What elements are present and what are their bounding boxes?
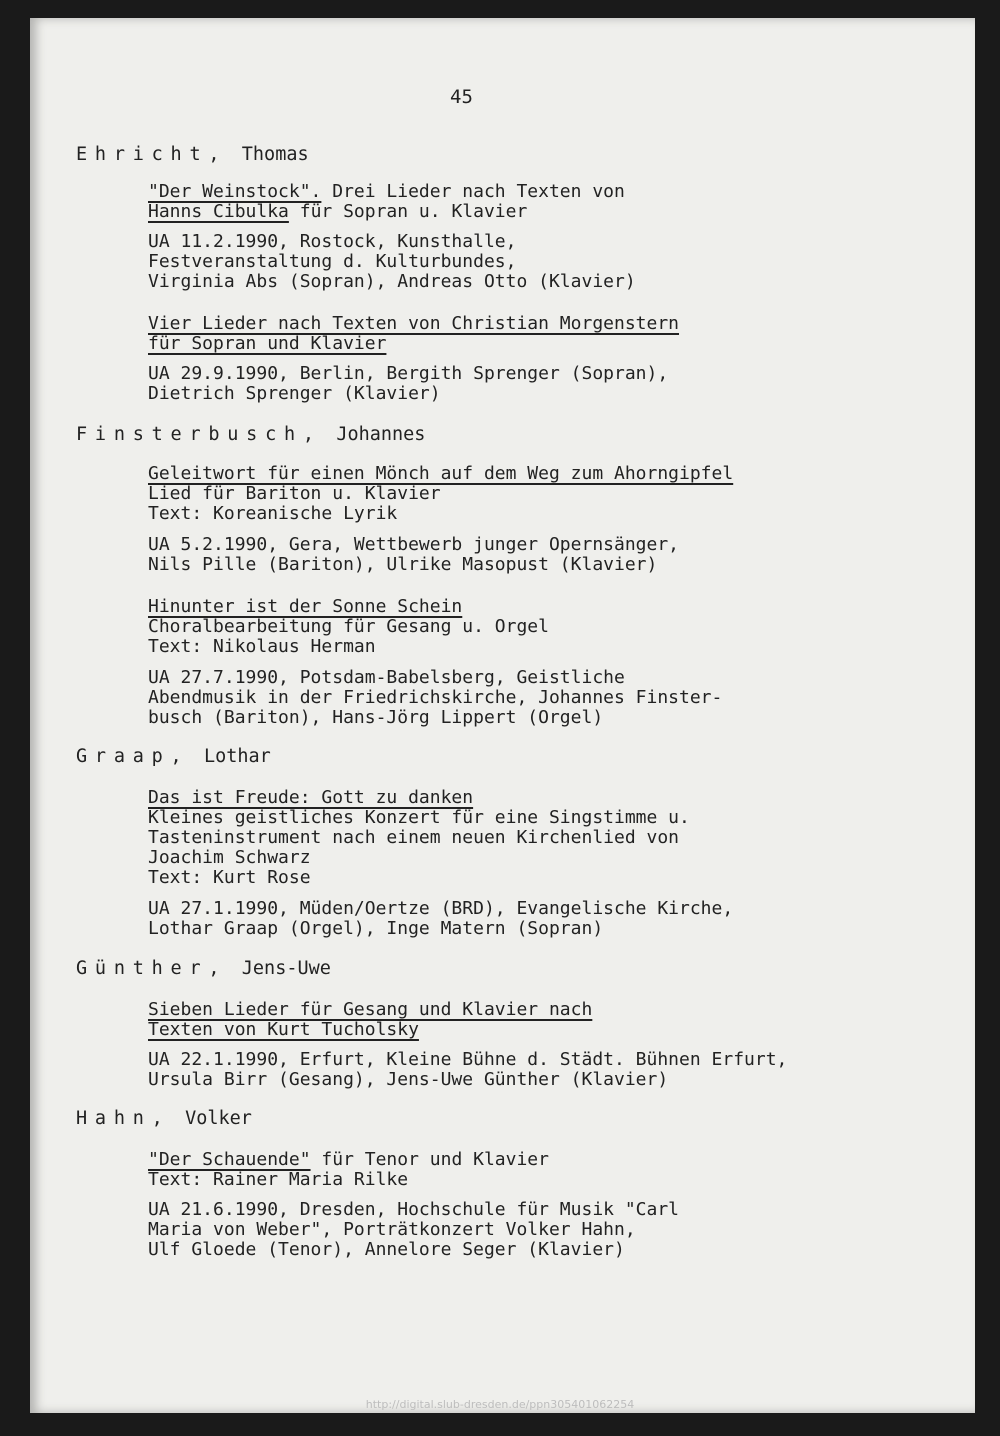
work-title: Texten von Kurt Tucholsky [148, 1019, 419, 1040]
composer-given-name: Thomas [241, 144, 309, 165]
composer-heading: Ehricht, Thomas [76, 144, 309, 165]
detail-line: Ulf Gloede (Tenor), Annelore Seger (Klavier) [148, 1239, 625, 1260]
detail-line: busch (Bariton), Hans-Jörg Lippert (Orgel) [148, 707, 604, 728]
composer-surname: Ehricht [76, 144, 209, 165]
detail-line: Nils Pille (Bariton), Ulrike Masopust (Klavier) [148, 554, 658, 575]
source-url-watermark: http://digital.slub-dresden.de/ppn305401062254 [365, 1398, 635, 1411]
composer-surname: Finsterbusch [76, 424, 303, 445]
detail-line: Abendmusik in der Friedrichskirche, Johannes Finster- [148, 687, 723, 708]
composer-heading: Graap, Lothar [76, 746, 271, 767]
work-text-credit: Text: Nikolaus Herman [148, 636, 376, 657]
performance-details [148, 364, 668, 404]
work-title: Hinunter ist der Sonne Schein [148, 596, 463, 617]
work-title-rest: für Tenor und Klavier [310, 1149, 549, 1170]
composer-given-name: Johannes [336, 424, 426, 445]
work-title: "Der Schauende" [148, 1149, 311, 1170]
detail-line: Lothar Graap (Orgel), Inge Matern (Sopran) [148, 918, 604, 939]
work-entry [148, 1000, 592, 1040]
work-entry [148, 1150, 549, 1190]
work-title: Sieben Lieder für Gesang und Klavier nach [148, 999, 593, 1020]
work-title: Vier Lieder nach Texten von Christian Morgenstern [148, 313, 680, 334]
detail-line: Maria von Weber", Porträtkonzert Volker Hahn, [148, 1219, 636, 1240]
document-page [30, 18, 975, 1413]
performance-details [148, 535, 679, 575]
composer-heading: Finsterbusch, Johannes [76, 424, 426, 445]
detail-line: UA 11.2.1990, Rostock, Kunsthalle, [148, 231, 517, 252]
composer-heading: Günther, Jens-Uwe [76, 958, 331, 979]
detail-line: UA 29.9.1990, Berlin, Bergith Sprenger (Sopran), [148, 363, 669, 384]
work-title-rest: Drei Lieder nach Texten von [321, 181, 625, 202]
performance-details [148, 1200, 679, 1260]
work-title-rest: für Sopran u. Klavier [288, 201, 528, 222]
work-entry [148, 597, 549, 657]
page-number: 45 [450, 86, 473, 108]
work-text-credit: Text: Koreanische Lyrik [148, 503, 398, 524]
detail-line: UA 5.2.1990, Gera, Wettbewerb junger Opernsänger, [148, 534, 680, 555]
detail-line: UA 21.6.1990, Dresden, Hochschule für Musik "Carl [148, 1199, 680, 1220]
detail-line: Dietrich Sprenger (Klavier) [148, 383, 441, 404]
detail-line: UA 22.1.1990, Erfurt, Kleine Bühne d. Städt. Bühnen Erfurt, [148, 1049, 788, 1070]
work-title: Geleitwort für einen Mönch auf dem Weg zum Ahorngipfel [148, 463, 734, 484]
detail-line: Ursula Birr (Gesang), Jens-Uwe Günther (Klavier) [148, 1069, 669, 1090]
performance-details [148, 899, 733, 939]
composer-given-name: Lothar [203, 746, 271, 767]
work-subtitle: Choralbearbeitung für Gesang u. Orgel [148, 616, 549, 637]
work-title: für Sopran und Klavier [148, 333, 387, 354]
detail-line: Festveranstaltung d. Kulturbundes, [148, 251, 517, 272]
performance-details [148, 668, 722, 728]
composer-surname: Hahn [76, 1108, 152, 1129]
performance-details [148, 1050, 787, 1090]
work-title: "Der Weinstock". [148, 181, 322, 202]
work-entry [148, 788, 690, 888]
work-text-credit: Text: Rainer Maria Rilke [148, 1169, 409, 1190]
work-subtitle: Kleines geistliches Konzert für eine Singstimme u. [148, 807, 690, 828]
composer-surname: Günther [76, 958, 209, 979]
composer-given-name: Jens-Uwe [241, 958, 331, 979]
detail-line: UA 27.1.1990, Müden/Oertze (BRD), Evangelische Kirche, [148, 898, 734, 919]
work-entry [148, 182, 625, 222]
composer-heading: Hahn, Volker [76, 1108, 252, 1129]
work-subtitle: Lied für Bariton u. Klavier [148, 483, 441, 504]
composer-surname: Graap [76, 746, 171, 767]
work-text-credit: Text: Kurt Rose [148, 867, 311, 888]
detail-line: Virginia Abs (Sopran), Andreas Otto (Klavier) [148, 271, 636, 292]
work-title: Das ist Freude: Gott zu danken [148, 787, 474, 808]
composer-given-name: Volker [185, 1108, 252, 1129]
work-entry [148, 314, 679, 354]
detail-line: UA 27.7.1990, Potsdam-Babelsberg, Geistliche [148, 667, 625, 688]
work-subtitle: Joachim Schwarz [148, 847, 311, 868]
performance-details [148, 232, 636, 292]
work-title: Hanns Cibulka [148, 201, 289, 222]
work-subtitle: Tasteninstrument nach einem neuen Kirchenlied von [148, 827, 680, 848]
work-entry [148, 464, 733, 524]
